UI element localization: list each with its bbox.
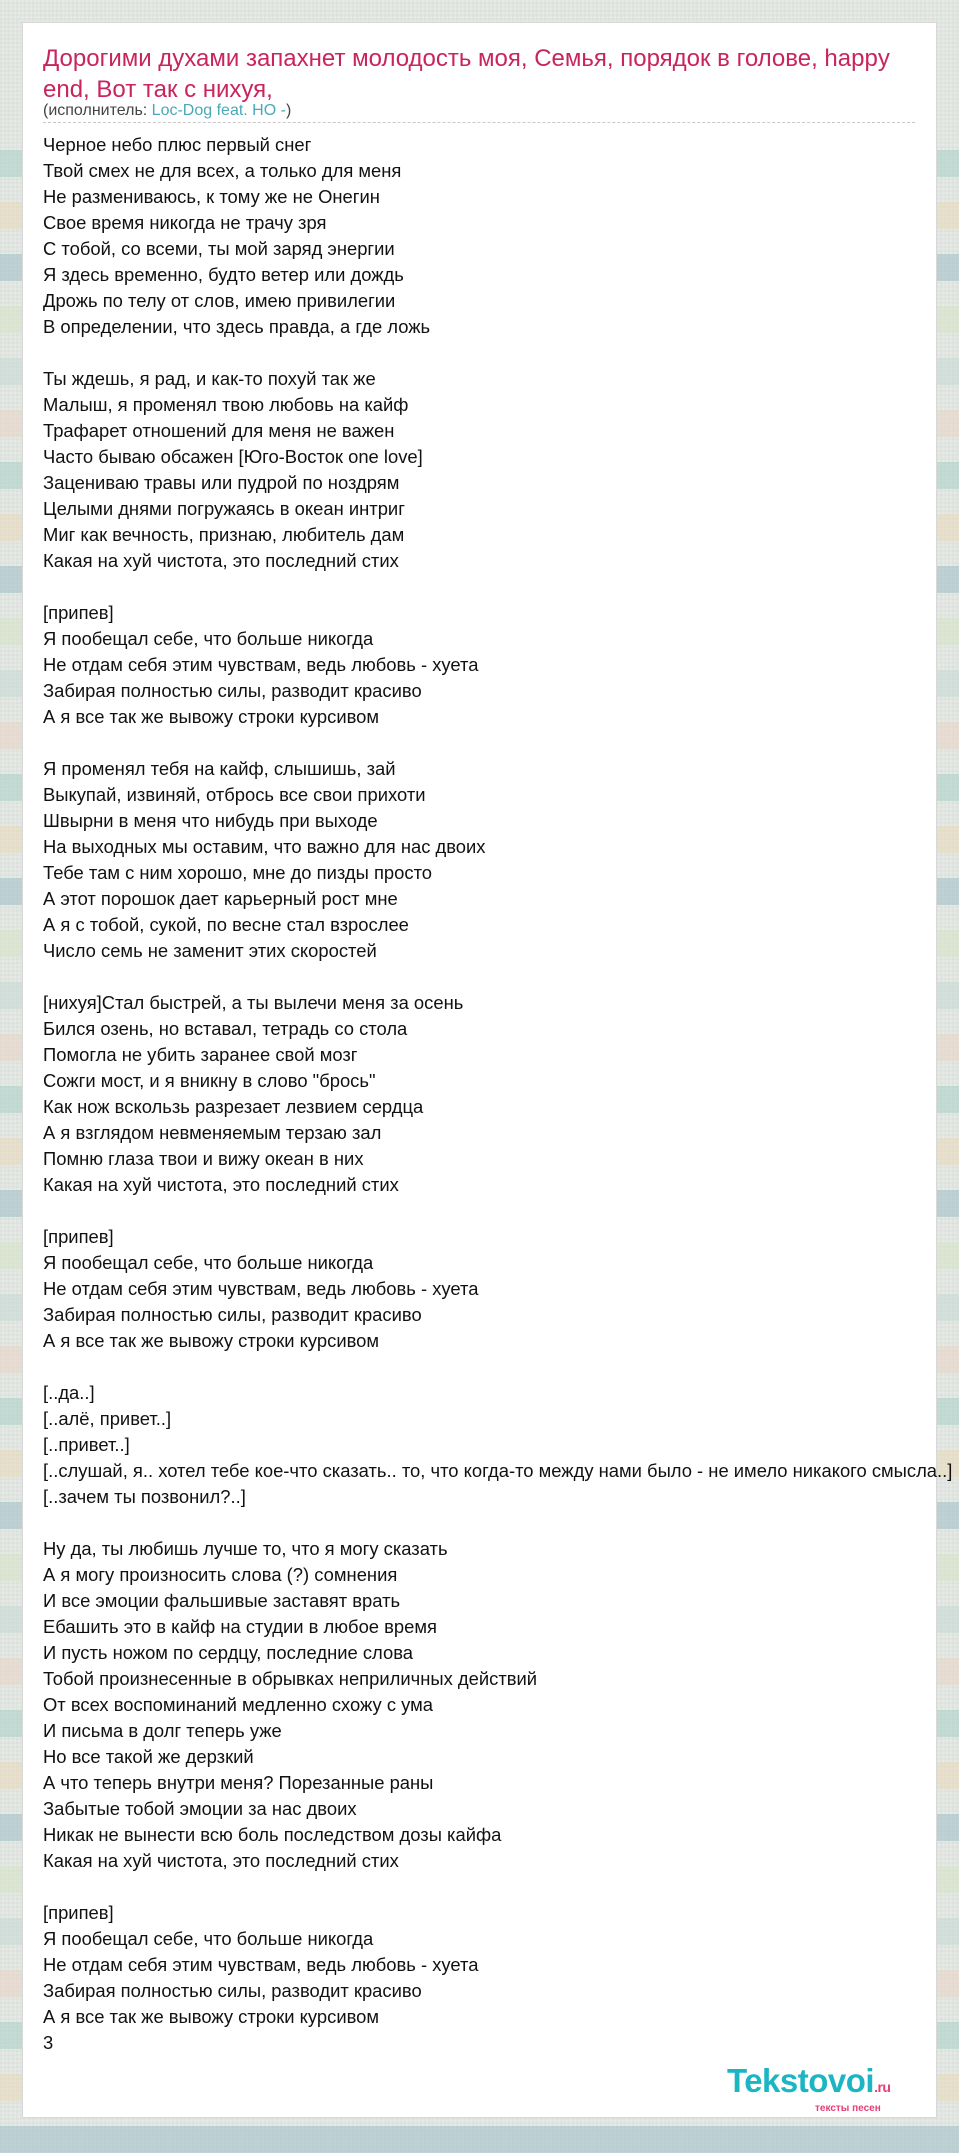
- lyric-line: Сожги мост, и я вникну в слово "брось": [43, 1070, 376, 1091]
- lyric-line: Забирая полностью силы, разводит красиво: [43, 1304, 422, 1325]
- lyric-line: А этот порошок дает карьерный рост мне: [43, 888, 398, 909]
- stanza-break: [43, 964, 959, 990]
- lyric-line: В определении, что здесь правда, а где ложь: [43, 316, 431, 337]
- lyric-line: [..алё, привет..]: [43, 1408, 172, 1429]
- lyric-line: [припев]: [43, 1226, 114, 1247]
- lyric-line: Тобой произнесенные в обрывках неприличных действий: [43, 1668, 538, 1689]
- lyric-line: И письма в долг теперь уже: [43, 1720, 282, 1741]
- lyric-line: Выкупай, извиняй, отбрось все свои прихоти: [43, 784, 426, 805]
- lyric-line: На выходных мы оставим, что важно для нас двоих: [43, 836, 486, 857]
- lyric-line: Ну да, ты любишь лучше то, что я могу сказать: [43, 1538, 448, 1559]
- lyric-line: Помню глаза твои и вижу океан в них: [43, 1148, 364, 1169]
- lyric-line: Ты ждешь, я рад, и как-то похуй так же: [43, 368, 376, 389]
- lyric-line: Как нож вскользь разрезает лезвием сердца: [43, 1096, 424, 1117]
- lyric-line: Я пообещал себе, что больше никогда: [43, 1928, 374, 1949]
- stanza-break: [43, 1354, 959, 1380]
- lyric-line: [..слушай, я.. хотел тебе кое-что сказать.. то, что когда-то между нами было - не имело никакого смысла..]: [43, 1460, 953, 1481]
- lyric-line: Я променял тебя на кайф, слышишь, зай: [43, 758, 396, 779]
- lyrics-body: [43, 132, 959, 2056]
- background-stripe: [0, 2126, 959, 2153]
- lyric-line: Я пообещал себе, что больше никогда: [43, 628, 374, 649]
- lyric-line: Но все такой же дерзкий: [43, 1746, 254, 1767]
- logo-tagline: тексты песен: [815, 2103, 881, 2114]
- lyric-line: 3: [43, 2032, 54, 2053]
- lyric-line: И пусть ножом по сердцу, последние слова: [43, 1642, 413, 1663]
- lyric-line: Свое время никогда не трачу зря: [43, 212, 327, 233]
- lyric-line: Какая на хуй чистота, это последний стих: [43, 550, 399, 571]
- stanza-break: [43, 1510, 959, 1536]
- lyric-line: А я все так же вывожу строки курсивом: [43, 706, 380, 727]
- lyric-line: [припев]: [43, 1902, 114, 1923]
- lyric-line: Забирая полностью силы, разводит красиво: [43, 1980, 422, 2001]
- performer-suffix: ): [285, 102, 292, 119]
- lyric-line: Не отдам себя этим чувствам, ведь любовь - хуета: [43, 1954, 479, 1975]
- lyric-line: А я все так же вывожу строки курсивом: [43, 2006, 380, 2027]
- lyric-line: Никак не вынести всю боль последством дозы кайфа: [43, 1824, 502, 1845]
- stanza-break: [43, 574, 959, 600]
- lyric-line: Часто бываю обсажен [Юго-Восток one love]: [43, 446, 423, 467]
- lyric-line: Трафарет отношений для меня не важен: [43, 420, 395, 441]
- stanza-break: [43, 1198, 959, 1224]
- page-title: Дорогими духами запахнет молодость моя, Семья, порядок в голове, happy end, Вот так с нихуя,: [43, 45, 890, 103]
- lyric-line: [припев]: [43, 602, 114, 623]
- stanza-break: [43, 340, 959, 366]
- lyric-line: [..зачем ты позвонил?..]: [43, 1486, 246, 1507]
- lyric-line: Твой смех не для всех, а только для меня: [43, 160, 402, 181]
- logo-name: Tekstovoi: [727, 2062, 875, 2099]
- lyric-line: А я с тобой, сукой, по весне стал взрослее: [43, 914, 409, 935]
- lyric-line: Не размениваюсь, к тому же не Онегин: [43, 186, 380, 207]
- performer-line: [43, 102, 291, 120]
- lyric-line: Не отдам себя этим чувствам, ведь любовь - хуета: [43, 654, 479, 675]
- logo-tld: .ru: [874, 2079, 891, 2095]
- lyric-line: Какая на хуй чистота, это последний стих: [43, 1850, 399, 1871]
- lyric-line: Миг как вечность, признаю, любитель дам: [43, 524, 405, 545]
- divider: [43, 122, 915, 123]
- lyric-line: Забытые тобой эмоции за нас двоих: [43, 1798, 357, 1819]
- lyric-line: Какая на хуй чистота, это последний стих: [43, 1174, 399, 1195]
- lyric-line: Я пообещал себе, что больше никогда: [43, 1252, 374, 1273]
- lyric-line: Я здесь временно, будто ветер или дождь: [43, 264, 404, 285]
- lyric-line: Бился озень, но вставал, тетрадь со стола: [43, 1018, 408, 1039]
- lyric-line: Целыми днями погружаясь в океан интриг: [43, 498, 405, 519]
- lyric-line: Не отдам себя этим чувствам, ведь любовь - хуета: [43, 1278, 479, 1299]
- lyric-line: Забирая полностью силы, разводит красиво: [43, 680, 422, 701]
- lyric-line: С тобой, со всеми, ты мой заряд энергии: [43, 238, 395, 259]
- lyric-line: А я взглядом невменяемым терзаю зал: [43, 1122, 382, 1143]
- stanza-break: [43, 1874, 959, 1900]
- lyric-line: От всех воспоминаний медленно схожу с ума: [43, 1694, 434, 1715]
- stanza-break: [43, 730, 959, 756]
- lyric-line: А я могу произносить слова (?) сомнения: [43, 1564, 398, 1585]
- lyric-line: Черное небо плюс первый снег: [43, 134, 312, 155]
- lyric-line: И все эмоции фальшивые заставят врать: [43, 1590, 401, 1611]
- lyric-line: А я все так же вывожу строки курсивом: [43, 1330, 380, 1351]
- lyric-line: Малыш, я променял твою любовь на кайф: [43, 394, 409, 415]
- lyric-line: Ебашить это в кайф на студии в любое время: [43, 1616, 437, 1637]
- lyrics-card: [22, 22, 953, 2118]
- lyric-line: Число семь не заменит этих скоростей: [43, 940, 377, 961]
- lyric-line: [..привет..]: [43, 1434, 130, 1455]
- lyric-line: [..да..]: [43, 1382, 95, 1403]
- lyric-line: [нихуя]Стал быстрей, а ты вылечи меня за осень: [43, 992, 464, 1013]
- lyric-line: Швырни в меня что нибудь при выходе: [43, 810, 378, 831]
- lyric-line: Дрожь по телу от слов, имею привилегии: [43, 290, 396, 311]
- lyric-line: А что теперь внутри меня? Порезанные раны: [43, 1772, 434, 1793]
- lyric-line: Тебе там с ним хорошо, мне до пизды просто: [43, 862, 433, 883]
- artist-link[interactable]: Loc-Dog feat. HO -: [151, 102, 286, 119]
- lyric-line: Помогла не убить заранее свой мозг: [43, 1044, 358, 1065]
- tekstovoi-logo[interactable]: [727, 2062, 890, 2100]
- lyric-line: Зацениваю травы или пудрой по ноздрям: [43, 472, 400, 493]
- performer-prefix: (исполнитель:: [43, 102, 152, 119]
